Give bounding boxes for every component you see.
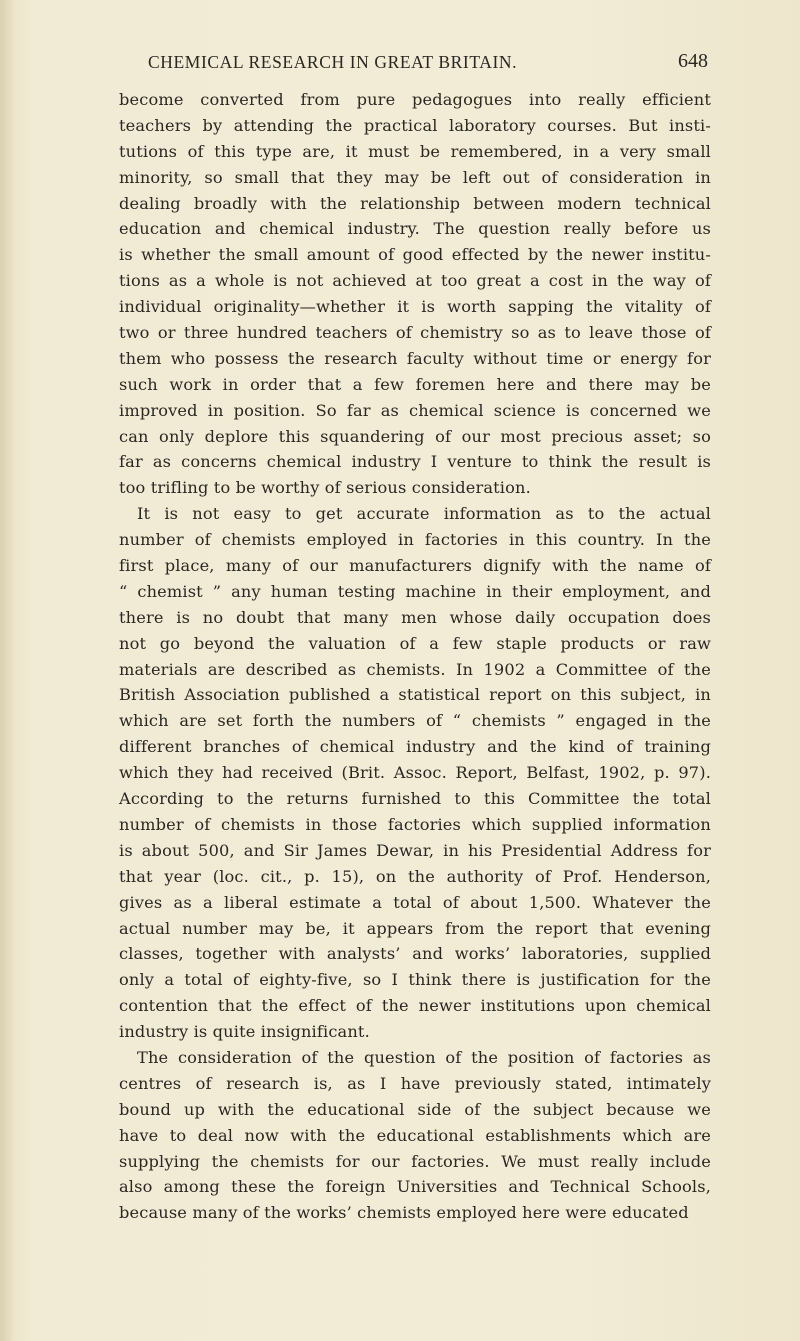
- text-line: can only deplore this squandering of our most precious asset; so: [119, 426, 711, 446]
- text-line: education and chemical industry. The question really before us: [119, 219, 711, 239]
- text-line: that year (loc. cit., p. 15), on the authority of Prof. Henderson,: [119, 866, 711, 886]
- paragraph: [119, 1045, 711, 1226]
- text-line: number of chemists in those factories which supplied information: [119, 814, 711, 834]
- text-line: gives as a liberal estimate a total of about 1,500. Whatever the: [119, 892, 711, 912]
- text-line: is whether the small amount of good effected by the newer institu-: [119, 245, 711, 265]
- text-line: industry is quite insignificant.: [119, 1022, 370, 1042]
- text-line: such work in order that a few foremen here and there may be: [119, 374, 711, 394]
- text-line: supplying the chemists for our factories. We must really include: [119, 1151, 711, 1171]
- page-header: [148, 52, 708, 76]
- text-line: far as concerns chemical industry I venture to think the result is: [119, 452, 711, 472]
- text-line: actual number may be, it appears from the report that evening: [119, 918, 711, 938]
- text-line: tutions of this type are, it must be remembered, in a very small: [119, 141, 711, 161]
- text-line: tions as a whole is not achieved at too great a cost in the way of: [119, 271, 711, 291]
- text-line: which are set forth the numbers of “ chemists ” engaged in the: [119, 711, 711, 731]
- text-line: become converted from pure pedagogues into really efficient: [119, 90, 711, 109]
- text-line: two or three hundred teachers of chemistry so as to leave those of: [119, 323, 711, 343]
- paragraph: [119, 501, 711, 1045]
- paragraph-container: [119, 87, 711, 1226]
- text-line: also among these the foreign Universities and Technical Schools,: [119, 1177, 711, 1197]
- text-line: only a total of eighty-five, so I think there is justification for the: [119, 970, 711, 990]
- page-number: 648: [678, 50, 708, 72]
- text-line: have to deal now with the educational establishments which are: [119, 1125, 711, 1145]
- text-line: improved in position. So far as chemical science is concerned we: [119, 400, 711, 420]
- page-edge-shadow: [0, 0, 14, 1341]
- text-line: first place, many of our manufacturers dignify with the name of: [119, 556, 711, 576]
- paragraph: [119, 87, 711, 501]
- text-line: dealing broadly with the relationship between modern technical: [119, 193, 711, 213]
- running-head: CHEMICAL RESEARCH IN GREAT BRITAIN.: [148, 52, 518, 72]
- text-line: number of chemists employed in factories in this country. In the: [119, 530, 711, 550]
- text-line: classes, together with analysts’ and works’ laboratories, supplied: [119, 944, 711, 964]
- text-line: too trifling to be worthy of serious consideration.: [119, 478, 531, 498]
- text-line: there is no doubt that many men whose daily occupation does: [119, 607, 711, 627]
- text-line: contention that the effect of the newer institutions upon chemical: [119, 996, 711, 1016]
- text-line: teachers by attending the practical laboratory courses. But insti-: [119, 115, 711, 135]
- text-line: The consideration of the question of the position of factories as: [137, 1047, 711, 1067]
- text-line: bound up with the educational side of the subject because we: [119, 1099, 711, 1119]
- text-line: “ chemist ” any human testing machine in their employment, and: [119, 581, 711, 601]
- text-line: According to the returns furnished to this Committee the total: [119, 789, 711, 809]
- text-line: is about 500, and Sir James Dewar, in his Presidential Address for: [119, 840, 711, 860]
- text-line: which they had received (Brit. Assoc. Report, Belfast, 1902, p. 97).: [119, 763, 711, 783]
- text-line: them who possess the research faculty without time or energy for: [119, 348, 711, 368]
- text-line: It is not easy to get accurate information as to the actual: [137, 504, 711, 524]
- text-line: minority, so small that they may be left out of consideration in: [119, 167, 711, 187]
- text-line: centres of research is, as I have previously stated, intimately: [119, 1073, 711, 1093]
- text-line: because many of the works’ chemists employed here were educated: [119, 1203, 689, 1223]
- text-line: not go beyond the valuation of a few staple products or raw: [119, 633, 711, 653]
- text-line: British Association published a statistical report on this subject, in: [119, 685, 711, 705]
- text-line: different branches of chemical industry and the kind of training: [119, 737, 711, 757]
- text-line: individual originality—whether it is worth sapping the vitality of: [119, 297, 711, 317]
- text-line: materials are described as chemists. In 1902 a Committee of the: [119, 659, 711, 679]
- body-text: [119, 87, 711, 1226]
